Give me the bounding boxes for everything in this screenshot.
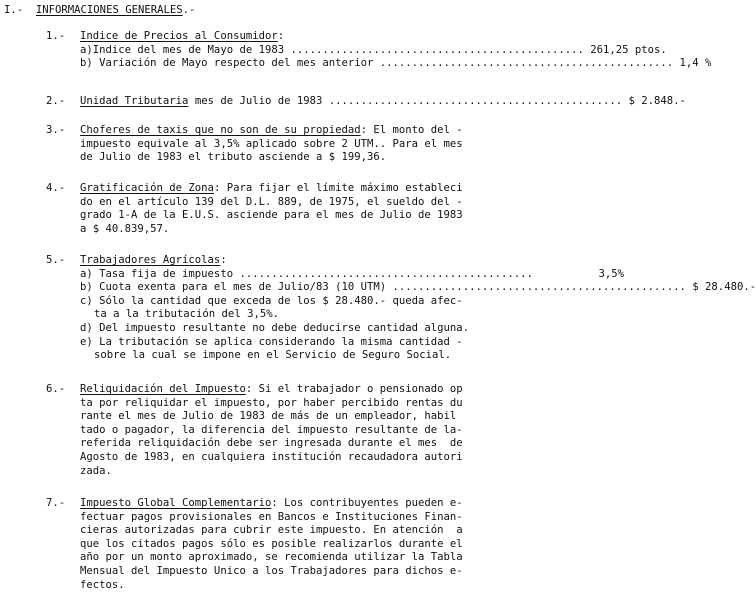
item-text-line: grado 1-A de la E.U.S. asciende para el mes de Julio de 1983 [80, 209, 463, 222]
item-text-line: año por un monto aproximado, se recomienda utilizar la Tabla [80, 551, 463, 564]
item-text-line: ta por reliquidar el impuesto, por haber percibido rentas du [80, 396, 463, 409]
leader-dots: .............................................. [328, 95, 623, 107]
section-number: I.- [4, 4, 24, 16]
item-text-line: zada. [80, 464, 112, 477]
item-number: 5.- [46, 254, 66, 266]
utm-value: $ 2.848.- [622, 95, 686, 107]
item-title-suffix: : [220, 254, 227, 266]
item-title: Impuesto Global Complementario [80, 497, 272, 509]
section-title-suffix: .- [182, 4, 196, 16]
cpi-variation-row [80, 57, 712, 71]
item-text-line: d) Del impuesto resultante no debe deducirse cantidad alguna. [80, 321, 470, 334]
item-text-line: Mensual del Impuesto Unico a los Trabajadores para dichos e- [80, 564, 463, 577]
section-title: INFORMACIONES GENERALES [35, 4, 183, 16]
item-title: Reliquidación del Impuesto [80, 383, 246, 395]
fixed-rate-row [80, 268, 624, 282]
item-text-line: e) La tributación se aplica considerando la misma cantidad - [80, 335, 463, 348]
item-text-line: do en el artículo 139 del D.L. 889, de 1975, el sueldo del - [80, 195, 463, 208]
leader-dots: .............................................. [392, 281, 686, 294]
item-text-line: tado o pagador, la diferencia del impuesto resultante de la- [80, 423, 463, 436]
cpi-index-value: 261,25 ptos. [583, 43, 667, 56]
item-title-suffix: : [277, 30, 285, 42]
fixed-rate-value: 3,5% [592, 267, 624, 280]
item-text-line: c) Sólo la cantidad que exceda de los $ 28.480.- queda afec- [80, 294, 463, 307]
item-text-line: rante el mes de Julio de 1983 de más de un empleador, habil [80, 410, 457, 423]
item-title: Unidad Tributaria [80, 95, 189, 107]
fixed-rate-label: a) Tasa fija de impuesto [80, 267, 240, 280]
item-title: Trabajadores Agrícolas [80, 254, 221, 266]
item-text-line: impuesto equivale al 3,5% aplicado sobre 2 UTM.. Para el mes [80, 137, 463, 150]
item-title: Indice de Precios al Consumidor [80, 30, 278, 42]
leader-dots: .............................................. [290, 43, 584, 56]
item-text-line: sobre la cual se impone en el Servicio de Seguro Social. [94, 349, 452, 362]
item-number: 1.- [46, 30, 66, 42]
item-text-line: fectuar pagos provisionales en Bancos e Instituciones Finan- [80, 510, 463, 523]
item-text-line: fectos. [80, 578, 125, 591]
utm-text: mes de Julio de 1983 [188, 95, 329, 107]
item-text-line: de Julio de 1983 el tributo asciende a $ 199,36. [80, 151, 387, 164]
cpi-variation-value: 1,4 % [673, 57, 712, 70]
item-text-line: Agosto de 1983, en cualquiera institución recaudadora autori [80, 450, 463, 463]
item-text-line: que los citados pagos sólo es posible realizarlos durante el [80, 537, 463, 550]
cpi-index-label: a)Indice del mes de Mayo de 1983 [80, 43, 291, 56]
item-number: 3.- [46, 124, 66, 136]
item-title: Gratificación de Zona [80, 182, 214, 194]
leader-dots: .............................................. [379, 57, 674, 70]
cpi-variation-label: b) Variación de Mayo respecto del mes anterior [80, 57, 380, 70]
item-number: 2.- [46, 95, 66, 107]
leader-dots: .............................................. [239, 267, 533, 280]
cpi-index-row [80, 43, 667, 58]
exempt-quota-value: $ 28.480.- [685, 281, 756, 294]
item-number: 7.- [46, 497, 66, 509]
item-text-line: referida reliquidación debe ser ingresada durante el mes de [80, 437, 463, 450]
item-text-line: : Para fijar el límite máximo estableci [213, 182, 463, 194]
item-text-line: : Si el trabajador o pensionado op [245, 383, 463, 395]
section-header [4, 4, 195, 16]
item-number: 6.- [46, 383, 66, 395]
item-text-line: : El monto del - [360, 124, 463, 136]
item-text-line: a $ 40.839,57. [80, 222, 170, 235]
exempt-quota-label: b) Cuota exenta para el mes de Julio/83 (10 UTM) [80, 281, 393, 294]
item-text-line: ta a la tributación del 3,5%. [94, 308, 279, 321]
item-text-line: : Los contribuyentes pueden e- [271, 497, 463, 509]
exempt-quota-row [80, 281, 756, 295]
item-text-line: cieras autorizadas para cubrir este impuesto. En atención a [80, 524, 463, 537]
item-title: Choferes de taxis que no son de su propiedad [80, 124, 361, 136]
item-number: 4.- [46, 182, 66, 194]
